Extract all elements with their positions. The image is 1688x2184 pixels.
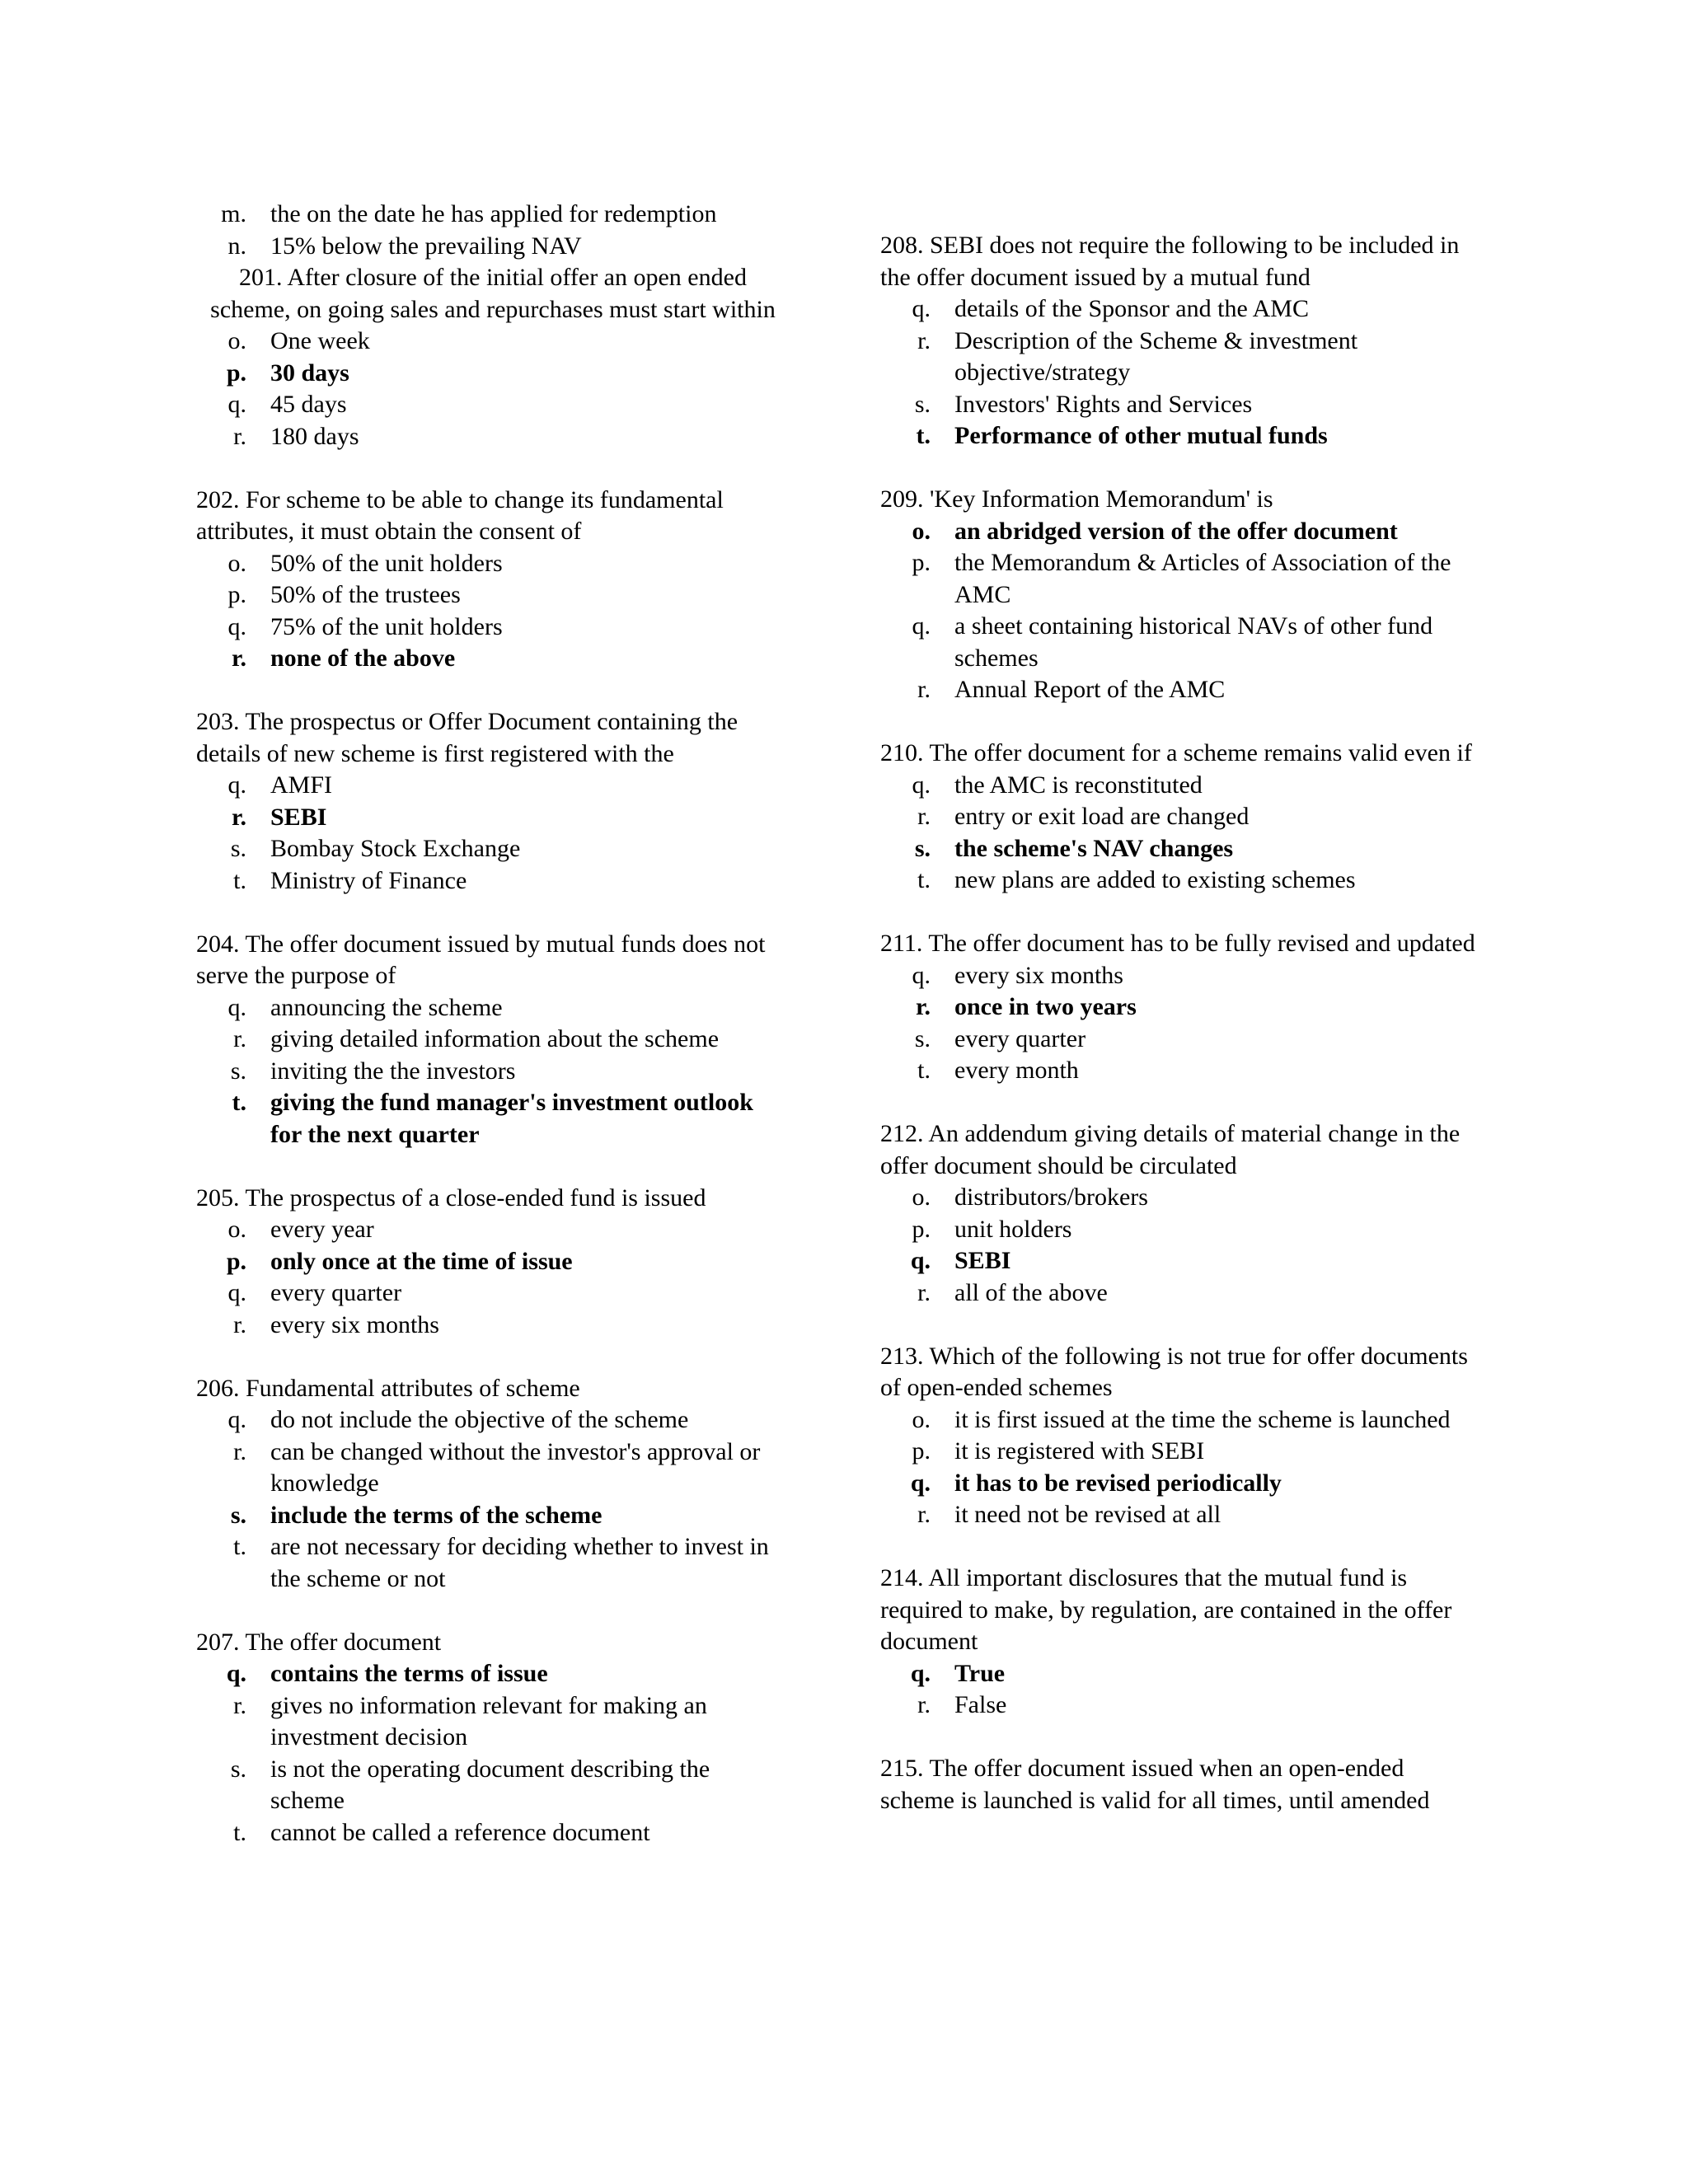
- option-text: all of the above: [954, 1278, 1108, 1306]
- option-list: [880, 1658, 1482, 1722]
- option-text: False: [954, 1691, 1007, 1718]
- option-letter: r.: [233, 1691, 246, 1719]
- option-text: the on the date he has applied for redemption: [270, 200, 717, 227]
- left-column: [196, 199, 790, 1849]
- option-letter: o.: [912, 1183, 931, 1211]
- question-block: [196, 262, 790, 452]
- option-item: [196, 1056, 790, 1088]
- option-item-correct: [880, 1245, 1482, 1277]
- option-letter: m.: [221, 200, 246, 227]
- option-item: [196, 548, 790, 580]
- option-letter: p.: [912, 549, 931, 576]
- option-letter: q.: [227, 1279, 246, 1306]
- option-text: distributors/brokers: [954, 1183, 1148, 1211]
- option-text: it need not be revised at all: [954, 1501, 1221, 1528]
- question-text: 214. All important disclosures that the mutual fund is required to make, by regulation, are contained in the offer document: [880, 1564, 1452, 1655]
- option-item: [196, 612, 790, 644]
- option-text: it is first issued at the time the scheme is launched: [954, 1405, 1451, 1433]
- option-text: 45 days: [270, 391, 347, 418]
- option-item: [196, 389, 790, 421]
- option-item: [880, 389, 1482, 421]
- option-item: [196, 1310, 790, 1342]
- option-item: [196, 579, 790, 612]
- option-item-correct: [196, 1087, 790, 1151]
- question-block: [196, 1373, 790, 1596]
- option-item: [880, 1690, 1482, 1722]
- option-letter: q.: [912, 771, 931, 799]
- option-item: [880, 547, 1482, 611]
- option-item-correct: [196, 1500, 790, 1532]
- option-letter: t.: [233, 866, 246, 894]
- option-list: [880, 293, 1482, 452]
- question-block: [880, 230, 1482, 452]
- question-block: [880, 1118, 1482, 1309]
- option-list: [196, 992, 790, 1151]
- option-letter: s.: [914, 390, 931, 418]
- option-text: Performance of other mutual funds: [954, 422, 1328, 449]
- option-item: [880, 293, 1482, 326]
- option-letter: q.: [910, 1659, 931, 1687]
- option-letter: q.: [912, 612, 931, 640]
- option-item-correct: [196, 1658, 790, 1690]
- question-text: 202. For scheme to be able to change its fundamental attributes, it must obtain the consent of: [196, 485, 724, 545]
- option-letter: p.: [227, 581, 246, 608]
- option-text: 30 days: [270, 359, 349, 387]
- option-letter: r.: [917, 1278, 931, 1306]
- option-text: new plans are added to existing schemes: [954, 866, 1356, 893]
- option-text: Bombay Stock Exchange: [270, 835, 521, 862]
- option-text: Ministry of Finance: [270, 866, 467, 894]
- option-text: do not include the objective of the scheme: [270, 1406, 689, 1433]
- option-letter: q.: [910, 1469, 931, 1497]
- option-item: [880, 960, 1482, 992]
- option-text: a sheet containing historical NAVs of other fund schemes: [954, 612, 1433, 672]
- question-text: 212. An addendum giving details of material change in the offer document should be circulated: [880, 1120, 1461, 1179]
- option-list: [196, 1658, 790, 1849]
- option-item: [880, 611, 1482, 674]
- question-text: 203. The prospectus or Offer Document containing the details of new scheme is first registered with the: [196, 708, 738, 767]
- option-text: every quarter: [954, 1024, 1086, 1052]
- option-letter: s.: [230, 1501, 246, 1529]
- option-text: AMFI: [270, 771, 333, 799]
- option-text: 50% of the trustees: [270, 581, 461, 608]
- option-text: Description of the Scheme & investment objective/strategy: [954, 326, 1358, 386]
- option-list: [196, 326, 790, 452]
- option-text: giving detailed information about the scheme: [270, 1025, 720, 1052]
- option-letter: q.: [227, 771, 246, 799]
- option-text: can be changed without the investor's approval or knowledge: [270, 1437, 761, 1497]
- option-item: [196, 1214, 790, 1246]
- option-letter: r.: [233, 1437, 246, 1465]
- option-item-correct: [880, 1468, 1482, 1500]
- option-list: [880, 770, 1482, 897]
- option-text: the Memorandum & Articles of Association of the AMC: [954, 549, 1451, 608]
- option-letter: r.: [233, 422, 246, 450]
- option-text: every six months: [270, 1310, 439, 1338]
- question-text: 207. The offer document: [196, 1628, 442, 1656]
- option-item: [196, 770, 790, 802]
- question-text: 215. The offer document issued when an open-ended scheme is launched is valid for all times, until amended: [880, 1755, 1430, 1814]
- option-text: gives no information relevant for making an investment decision: [270, 1691, 707, 1750]
- option-item-correct: [880, 420, 1482, 452]
- question-text: 210. The offer document for a scheme remains valid even if: [880, 739, 1472, 766]
- option-letter: q.: [912, 295, 931, 322]
- option-letter: s.: [914, 834, 931, 862]
- option-item: [196, 1436, 790, 1500]
- question-text: 208. SEBI does not require the following to be included in the offer document issued by a mutual fund: [880, 232, 1460, 291]
- question-block: [196, 1627, 790, 1849]
- option-item-correct: [196, 643, 790, 675]
- option-letter: o.: [912, 1405, 931, 1433]
- option-text: an abridged version of the offer document: [954, 517, 1398, 545]
- option-letter: r.: [917, 676, 931, 703]
- option-item: [880, 1404, 1482, 1436]
- option-letter: o.: [912, 517, 931, 545]
- option-letter: r.: [917, 326, 931, 354]
- question-text: 211. The offer document has to be fully revised and updated: [880, 930, 1475, 957]
- option-item: [880, 1436, 1482, 1468]
- option-letter: q.: [227, 612, 246, 640]
- option-item: [196, 199, 790, 231]
- option-item: [196, 992, 790, 1024]
- option-item: [880, 1182, 1482, 1214]
- question-block: [880, 1341, 1482, 1531]
- option-text: entry or exit load are changed: [954, 803, 1250, 830]
- option-item: [196, 421, 790, 453]
- option-text: unit holders: [954, 1215, 1072, 1243]
- option-item: [196, 1754, 790, 1817]
- option-item-correct: [880, 991, 1482, 1024]
- option-letter: r.: [917, 1691, 931, 1718]
- question-block: [196, 199, 790, 262]
- option-text: inviting the the investors: [270, 1057, 516, 1085]
- option-letter: q.: [227, 1406, 246, 1433]
- option-letter: t.: [916, 422, 931, 449]
- option-item: [880, 1024, 1482, 1056]
- question-text: 205. The prospectus of a close-ended fund is issued: [196, 1183, 706, 1212]
- option-letter: q.: [910, 1247, 931, 1274]
- option-list: [880, 1404, 1482, 1531]
- right-column: [880, 230, 1482, 1816]
- option-list: [196, 1214, 790, 1341]
- option-item: [196, 231, 790, 263]
- option-letter: p.: [912, 1437, 931, 1465]
- option-letter: t.: [233, 1818, 246, 1846]
- option-letter: t.: [917, 1057, 931, 1084]
- option-list: [196, 1404, 790, 1595]
- option-item-correct: [196, 1246, 790, 1278]
- option-item: [880, 865, 1482, 897]
- option-letter: p.: [912, 1215, 931, 1243]
- question-text: 209. 'Key Information Memorandum' is: [880, 485, 1273, 513]
- option-letter: t.: [232, 1089, 246, 1116]
- option-letter: o.: [227, 549, 246, 577]
- option-item-correct: [196, 358, 790, 390]
- question-block: [196, 929, 790, 1151]
- option-letter: p.: [226, 359, 246, 387]
- question-block: [196, 1183, 790, 1342]
- option-letter: t.: [233, 1533, 246, 1560]
- option-list: [196, 548, 790, 675]
- option-item: [880, 770, 1482, 802]
- option-text: 75% of the unit holders: [270, 612, 503, 640]
- option-text: SEBI: [270, 803, 327, 831]
- question-block: [196, 485, 790, 675]
- question-text: 213. Which of the following is not true for offer documents of open-ended schemes: [880, 1342, 1468, 1401]
- question-block: [880, 738, 1482, 897]
- option-text: the AMC is reconstituted: [954, 771, 1203, 799]
- option-text: 180 days: [270, 422, 359, 450]
- option-item: [880, 674, 1482, 706]
- option-letter: p.: [226, 1247, 246, 1275]
- option-letter: s.: [230, 1057, 246, 1085]
- option-item: [196, 1277, 790, 1310]
- option-text: contains the terms of issue: [270, 1660, 548, 1687]
- option-text: the scheme's NAV changes: [954, 834, 1234, 862]
- option-letter: r.: [233, 1025, 246, 1052]
- option-letter: r.: [233, 1310, 246, 1338]
- option-text: True: [954, 1659, 1006, 1687]
- option-text: include the terms of the scheme: [270, 1501, 603, 1529]
- option-list: [880, 1182, 1482, 1309]
- option-item: [880, 1214, 1482, 1246]
- option-item: [880, 326, 1482, 389]
- option-item: [196, 1690, 790, 1754]
- option-text: are not necessary for deciding whether to invest in the scheme or not: [270, 1533, 769, 1592]
- option-text: every month: [954, 1057, 1079, 1084]
- option-list: [880, 516, 1482, 706]
- option-item-correct: [880, 516, 1482, 548]
- option-letter: r.: [231, 803, 246, 831]
- question-block: [196, 706, 790, 897]
- option-text: only once at the time of issue: [270, 1247, 573, 1275]
- question-block: [880, 1753, 1482, 1816]
- option-item: [880, 801, 1482, 833]
- option-item: [880, 1499, 1482, 1531]
- option-letter: s.: [230, 835, 246, 862]
- option-text: One week: [270, 327, 370, 354]
- option-letter: q.: [226, 1660, 246, 1687]
- option-text: every quarter: [270, 1279, 402, 1306]
- option-item: [196, 1024, 790, 1056]
- option-text: Investors' Rights and Services: [954, 390, 1253, 418]
- option-text: cannot be called a reference document: [270, 1818, 650, 1846]
- option-item: [196, 326, 790, 358]
- option-text: it has to be revised periodically: [954, 1469, 1282, 1497]
- option-text: it is registered with SEBI: [954, 1437, 1205, 1465]
- option-letter: q.: [227, 993, 246, 1021]
- question-text: 204. The offer document issued by mutual funds does not serve the purpose of: [196, 930, 766, 989]
- option-text: is not the operating document describing the scheme: [270, 1755, 710, 1814]
- question-text: 201. After closure of the initial offer an open ended scheme, on going sales and repurchases must start within: [210, 264, 776, 323]
- option-item: [196, 865, 790, 898]
- option-letter: t.: [917, 866, 931, 893]
- option-letter: o.: [227, 327, 246, 354]
- question-block: [880, 484, 1482, 706]
- option-list: [880, 960, 1482, 1087]
- option-letter: s.: [230, 1755, 246, 1783]
- option-item: [196, 1404, 790, 1436]
- option-item-correct: [196, 802, 790, 834]
- option-text: none of the above: [270, 644, 456, 672]
- option-letter: r.: [917, 1501, 931, 1528]
- option-text: every six months: [954, 961, 1123, 989]
- option-letter: q.: [912, 961, 931, 989]
- option-item-correct: [880, 833, 1482, 865]
- option-text: details of the Sponsor and the AMC: [954, 295, 1309, 322]
- option-text: Annual Report of the AMC: [954, 676, 1226, 703]
- option-item: [880, 1277, 1482, 1310]
- option-list: [196, 199, 790, 262]
- option-text: announcing the scheme: [270, 993, 503, 1021]
- option-text: 15% below the prevailing NAV: [270, 232, 582, 260]
- option-item-correct: [880, 1658, 1482, 1690]
- option-item: [196, 1531, 790, 1595]
- option-text: once in two years: [954, 993, 1137, 1020]
- option-letter: r.: [231, 644, 246, 672]
- option-letter: q.: [227, 391, 246, 418]
- option-text: every year: [270, 1216, 374, 1243]
- option-letter: r.: [915, 993, 931, 1020]
- option-letter: s.: [914, 1024, 931, 1052]
- question-block: [880, 928, 1482, 1087]
- option-item: [880, 1055, 1482, 1087]
- option-text: SEBI: [954, 1247, 1011, 1274]
- option-letter: r.: [917, 803, 931, 830]
- option-item: [196, 833, 790, 865]
- question-text: 206. Fundamental attributes of scheme: [196, 1374, 580, 1402]
- option-text: 50% of the unit holders: [270, 549, 503, 577]
- option-letter: o.: [227, 1216, 246, 1243]
- option-item: [196, 1817, 790, 1849]
- question-block: [880, 1563, 1482, 1722]
- option-list: [196, 770, 790, 897]
- option-text: giving the fund manager's investment outlook for the next quarter: [270, 1089, 753, 1148]
- option-letter: n.: [227, 232, 246, 260]
